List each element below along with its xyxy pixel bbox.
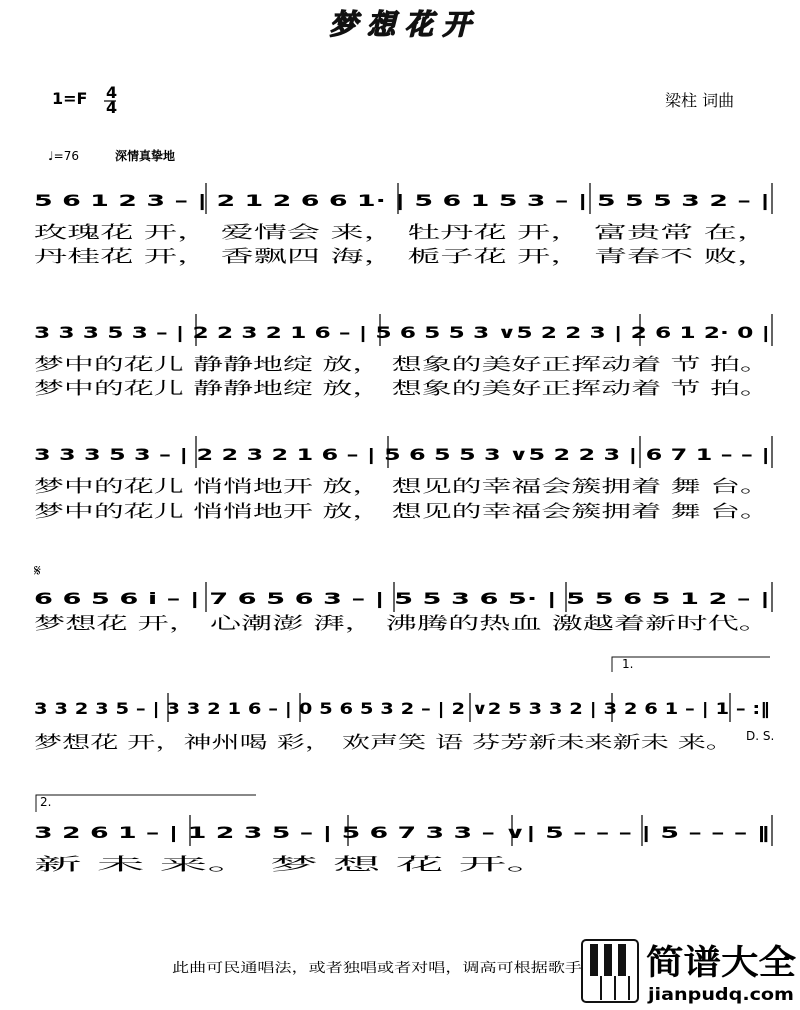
dal-segno-marking: D. S. — [746, 729, 775, 743]
volta-1-bracket — [612, 657, 770, 672]
tempo-marking: ♩=76 — [48, 149, 79, 163]
key-signature: 1=F — [52, 89, 88, 108]
score-line-1 — [34, 183, 772, 267]
lyrics-line-2-verse-1: 梦中的花儿 静静地绽 放， 想象的美好正挥动着 节 拍。 — [34, 355, 453, 375]
volta-1-label: 1. — [622, 657, 634, 671]
notes-line-2: 3 3 3 5 3 – | 2 2 3 2 1 6 – | 5 6 5 5 3 ∨5 2 2 3 | 2 6 1 2· 0 | — [34, 323, 538, 342]
logo-url: jianpudq.com — [646, 985, 794, 1005]
lyrics-line-2-verse-2: 梦中的花儿 静静地绽 放， 想象的美好正挥动着 节 拍。 — [34, 379, 453, 399]
site-logo — [582, 940, 796, 1005]
lyrics-line-1-verse-2: 丹桂花 开， 香飘四 海， 栀子花 开， 青春不 败， — [34, 247, 770, 267]
composer-credit: 梁柱 词曲 — [665, 91, 735, 110]
time-signature-bottom: 4 — [106, 98, 118, 117]
score-line-5 — [34, 657, 774, 753]
song-title: 梦 想 花 开 — [329, 8, 471, 41]
time-signature-top: 4 — [106, 83, 118, 102]
score-line-4 — [34, 561, 772, 634]
volta-2-bracket — [36, 795, 256, 812]
lyrics-line-4: 梦想花 开， 心潮澎 湃， 沸腾的热血 激越着新时代。 — [34, 614, 770, 634]
score-line-2 — [34, 314, 772, 399]
lyrics-line-5: 梦想花 开，神州喝 彩， 欢声笑 语 芬芳新未来新未 来。 — [34, 733, 734, 753]
piano-keys-icon — [582, 940, 638, 1002]
expression-marking: 深情真挚地 — [115, 149, 176, 163]
logo-name: 简谱大全 — [646, 943, 796, 983]
notes-line-1: 5 6 1 2 3 – | 2 1 2 6 6 1· | 5 6 1 5 3 – | 5 5 5 3 2 – | — [34, 191, 472, 210]
lyrics-line-1-verse-1: 玫瑰花 开， 爱情会 来， 牡丹花 开， 富贵常 在， — [34, 223, 412, 243]
lyrics-line-3-verse-1: 梦中的花儿 悄悄地开 放， 想见的幸福会簇拥着 舞 台。 — [34, 477, 770, 497]
lyrics-line-3-verse-2: 梦中的花儿 悄悄地开 放， 想见的幸福会簇拥着 舞 台。 — [34, 502, 770, 522]
notes-line-4: 6 6 5 6 i – | 7 6 5 6 3 – | 5 5 3 6 5· | 5 5 6 5 1 2 – | — [34, 589, 466, 608]
performance-footnote: 此曲可民通唱法，或者独唱或者对唱，调高可根据歌手 — [172, 961, 485, 976]
lyrics-line-6: 新 未 来。 梦 想 花 开。 — [34, 855, 554, 875]
notes-line-3: 3 3 3 5 3 – | 2 2 3 2 1 6 – | 5 6 5 5 3 ∨5 2 2 3 | 6 7 1 – – | — [34, 445, 526, 464]
score-line-3 — [34, 436, 772, 522]
score-line-6 — [34, 795, 772, 875]
volta-2-label: 2. — [40, 795, 52, 809]
notes-line-5: 3 3 2 3 5 – | 3 3 2 1 6 – | 0 5 6 5 3 2 – | 2 ∨2 5 3 3 2 | 3 2 6 1 – | 1 – :‖ — [34, 699, 638, 718]
segno-sign: 𝄋 — [34, 561, 41, 580]
notes-line-6: 3 2 6 1 – | 1 2 3 5 – | 5 6 7 3 3 – ∨| 5 – – – | 5 – – – ‖ — [34, 823, 474, 842]
